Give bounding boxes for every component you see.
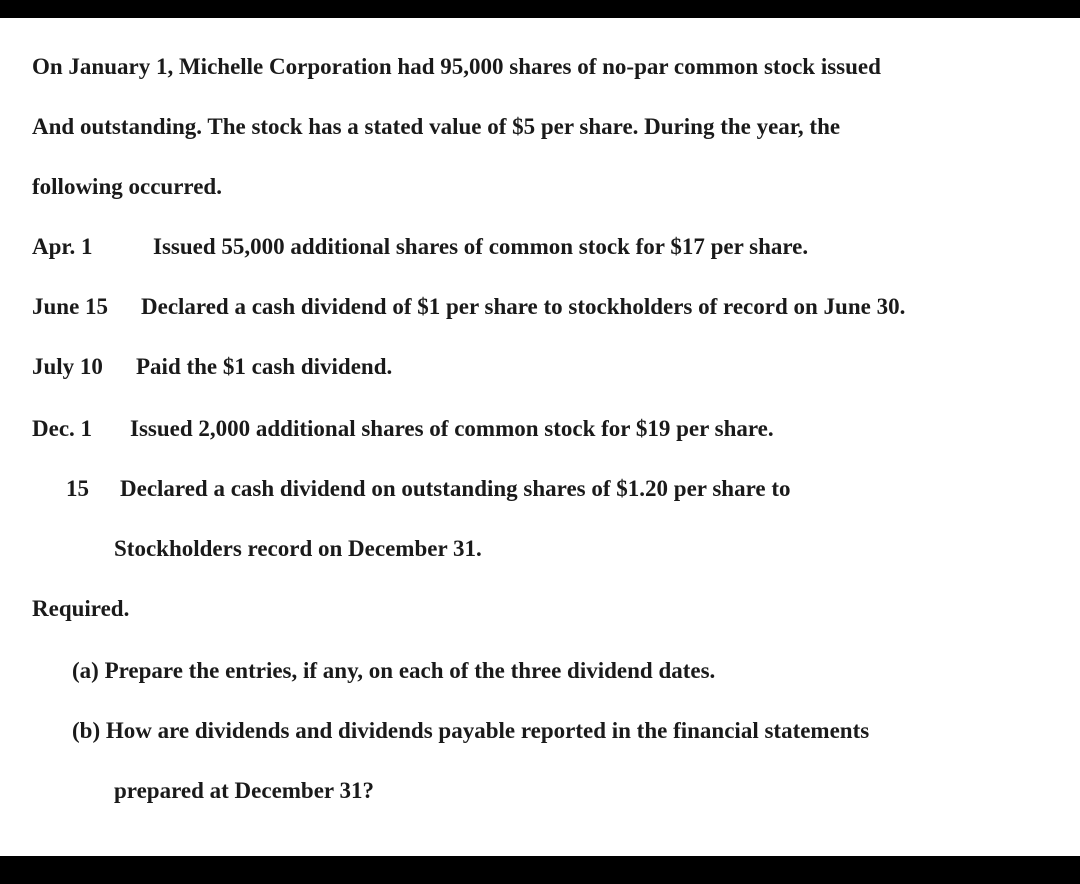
event-text: Issued 55,000 additional shares of common stock for $17 per share. (153, 234, 809, 259)
event-text: Issued 2,000 additional shares of common stock for $19 per share. (130, 416, 774, 441)
event-date: 15 (66, 476, 89, 501)
required-item-b-continuation: prepared at December 31? (114, 778, 374, 803)
event-text: Declared a cash dividend on outstanding shares of $1.20 per share to (120, 476, 791, 501)
event-date: Apr. 1 (32, 234, 93, 259)
intro-line-1: On January 1, Michelle Corporation had 95,000 shares of no-par common stock issued (32, 54, 881, 79)
event-june-15 (32, 292, 905, 322)
required-item-a: (a) Prepare the entries, if any, on each of the three dividend dates. (72, 658, 716, 683)
event-text: Paid the $1 cash dividend. (136, 354, 393, 379)
required-item-b: (b) How are dividends and dividends payable reported in the financial statements (72, 718, 870, 743)
event-date: July 10 (32, 354, 103, 379)
event-text: Declared a cash dividend of $1 per share to stockholders of record on June 30. (141, 294, 906, 319)
intro-line-3: following occurred. (32, 174, 222, 199)
event-date: June 15 (32, 294, 109, 319)
event-dec-15 (66, 474, 790, 504)
event-dec-1 (32, 414, 774, 444)
event-dec-15-continuation: Stockholders record on December 31. (114, 536, 482, 561)
event-date: Dec. 1 (32, 416, 93, 441)
event-july-10 (32, 352, 392, 382)
required-heading: Required. (32, 596, 130, 621)
problem-document (0, 18, 1080, 856)
intro-line-2: And outstanding. The stock has a stated value of $5 per share. During the year, the (32, 114, 841, 139)
event-apr-1 (32, 232, 808, 262)
